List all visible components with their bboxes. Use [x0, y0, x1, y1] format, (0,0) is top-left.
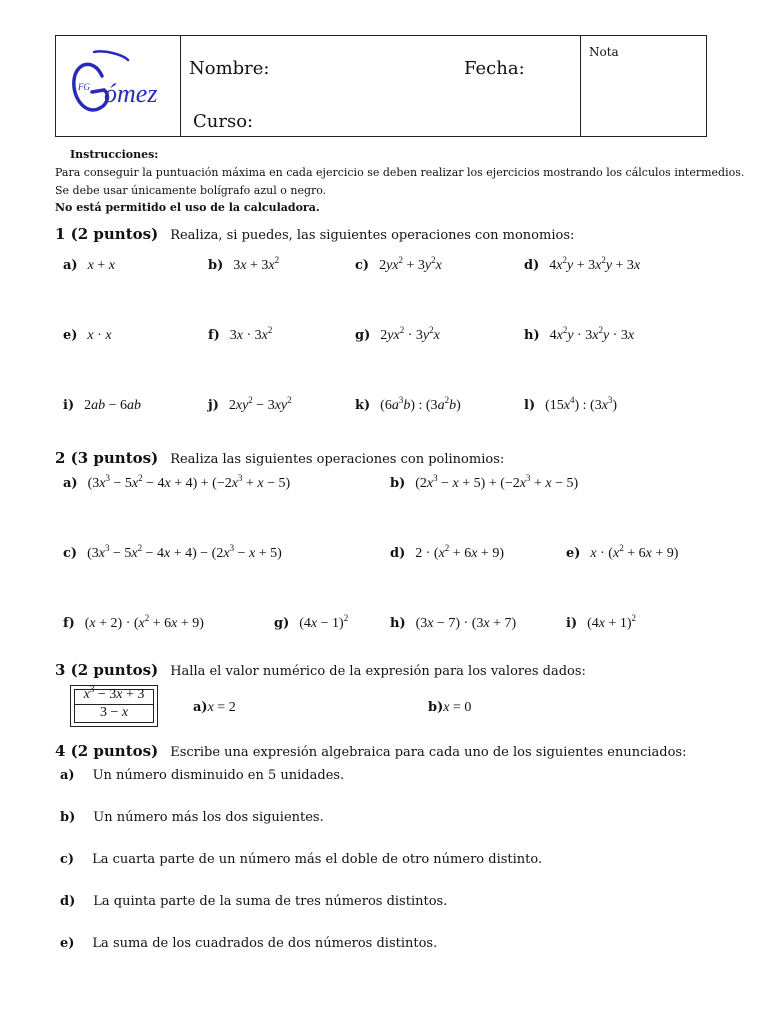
exercise-item: e) x · x [63, 328, 112, 343]
date-label: Fecha: [464, 58, 525, 79]
exercise-item: b) $3x + 3x^2$ [208, 255, 280, 273]
grade-label: Nota [589, 45, 619, 59]
course-label: Curso: [193, 111, 254, 132]
logo-initials: FG [78, 82, 90, 92]
exercise-item: a) $(3x^3 - 5x^2 - 4x + 4) + (-2x^3 + x - 5)$ [63, 473, 291, 491]
statement-item: c) La cuarta parte de un número más el doble de otro número distinto. [60, 852, 543, 867]
exercise-item: b) x = 0 [428, 700, 472, 715]
question-number: 1 (2 puntos) [55, 225, 159, 243]
question-text: Halla el valor numérico de la expresión para los valores dados: [170, 664, 586, 679]
question-1-heading [55, 224, 574, 243]
exercise-item: g) $2yx^2 \cdot 3y^2x$ [355, 325, 440, 343]
exercise-item: a) x = 2 [193, 700, 236, 715]
expression-box: $x^3 - 3x + 3$ 3 − x [70, 685, 158, 727]
exercise-item: c) $2yx^2 + 3y^2x$ [355, 255, 442, 273]
instructions-line: No está permitido el uso de la calculadora. [55, 201, 320, 214]
exercise-item: h) (3x − 7) · (3x + 7) [390, 616, 517, 631]
exercise-item: k) $(6a^3b)$ : $(3a^2b)$ [355, 395, 461, 413]
exercise-item: f) $3x \cdot 3x^2$ [208, 325, 273, 343]
name-label: Nombre: [189, 58, 270, 79]
header-table [55, 35, 707, 137]
instructions-title: Instrucciones: [70, 148, 159, 161]
header-divider [580, 36, 581, 136]
question-number: 2 (3 puntos) [55, 449, 159, 467]
exercise-item: j) $2xy^2 - 3xy^2$ [208, 395, 292, 413]
exercise-item: e) $x \cdot (x^2 + 6x + 9)$ [566, 543, 679, 561]
exercise-item: h) $4x^2y \cdot 3x^2y \cdot 3x$ [524, 325, 635, 343]
exercise-item: a) x + x [63, 258, 115, 273]
question-text: Realiza las siguientes operaciones con polinomios: [170, 452, 505, 467]
statement-item: a) Un número disminuido en 5 unidades. [60, 768, 345, 783]
logo-text: ómez [104, 79, 158, 108]
exercise-item: i) $(4x + 1)^2$ [566, 613, 637, 631]
question-number: 3 (2 puntos) [55, 661, 159, 679]
exercise-item: g) $(4x - 1)^2$ [274, 613, 349, 631]
statement-item: e) La suma de los cuadrados de dos números distintos. [60, 936, 438, 951]
instructions-line: Se debe usar únicamente bolígrafo azul o negro. [55, 184, 327, 197]
question-3-heading [55, 660, 586, 679]
exercise-item: d) $2 \cdot (x^2 + 6x + 9)$ [390, 543, 504, 561]
statement-item: d) La quinta parte de la suma de tres números distintos. [60, 894, 448, 909]
question-number: 4 (2 puntos) [55, 742, 159, 760]
exercise-item: b) $(2x^3 - x + 5) + (-2x^3 + x - 5)$ [390, 473, 579, 491]
question-4-heading [55, 741, 686, 760]
exercise-item: d) $4x^2y + 3x^2y + 3x$ [524, 255, 641, 273]
header-divider [180, 36, 181, 136]
logo [64, 46, 176, 126]
question-text: Escribe una expresión algebraica para cada uno de los siguientes enunciados: [170, 745, 687, 760]
exercise-item: i) 2ab − 6ab [63, 398, 141, 413]
exercise-item: l) $(15x^4)$ : $(3x^3)$ [524, 395, 618, 413]
question-2-heading [55, 448, 504, 467]
question-text: Realiza, si puedes, las siguientes operaciones con monomios: [170, 228, 575, 243]
instructions-line: Para conseguir la puntuación máxima en cada ejercicio se deben realizar los ejercicios mostrando los cálculos intermedios. [55, 166, 745, 179]
exercise-item: c) $(3x^3 - 5x^2 - 4x + 4) - (2x^3 - x + 5)$ [63, 543, 282, 561]
statement-item: b) Un número más los dos siguientes. [60, 810, 324, 825]
exercise-item: f) $(x + 2) \cdot (x^2 + 6x + 9)$ [63, 613, 204, 631]
